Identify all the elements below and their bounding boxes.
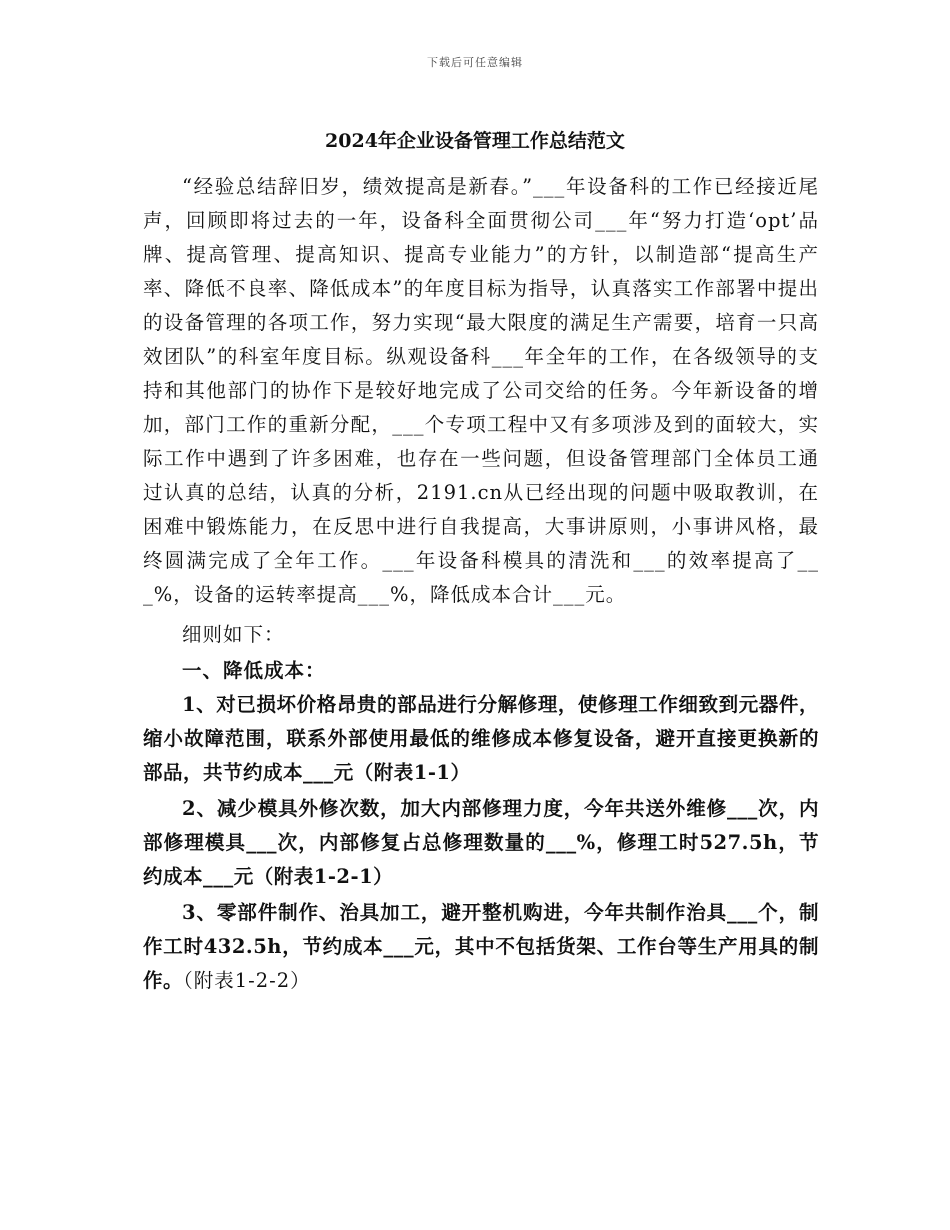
- document-title: 2024年企业设备管理工作总结范文: [325, 130, 625, 152]
- document-body: [143, 170, 819, 998]
- list-item-1: 1、对已损坏价格昂贵的部品进行分解修理，使修理工作细致到元器件，缩小故障范围，联系外部使用最低的维修成本修复设备，避开直接更换新的部品，共节约成本___元（附表1-1）: [143, 693, 819, 784]
- list-item-3-tail: （附表1-2-2）: [183, 969, 311, 992]
- list-item-3-main: 3、零部件制作、治具加工，避开整机购进，今年共制作治具___个，制作工时432.5h，节约成本___元，其中不包括货架、工作台等生产用具的制作。: [143, 901, 819, 992]
- header-note: 下载后可任意编辑: [427, 56, 523, 69]
- intro-paragraph: “经验总结辞旧岁，绩效提高是新春。”___年设备科的工作已经接近尾声，回顾即将过去的一年，设备科全面贯彻公司___年“努力打造‘opt’品牌、提高管理、提高知识、提高专业能力”的方针，以制造部“提高生产率、降低不良率、降低成本”的年度目标为指导，认真落实工作部署中提出的设备管理的各项工作，努力实现“最大限度的满足生产需要，培育一只高效团队”的科室年度目标。纵观设备科___年全年的工作，在各级领导的支持和其他部门的协作下是较好地完成了公司交给的任务。今年新设备的增加，部门工作的重新分配，___个专项工程中又有多项涉及到的面较大，实际工作中遇到了许多困难，也存在一些问题，但设备管理部门全体员工通过认真的总结，认真的分析，2191.cn从已经出现的问题中吸取教训，在困难中锻炼能力，在反思中进行自我提高，大事讲原则，小事讲风格，最终圆满完成了全年工作。___年设备科模具的清洗和___的效率提高了___%，设备的运转率提高___%，降低成本合计___元。: [143, 175, 819, 606]
- list-item-2: 2、减少模具外修次数，加大内部修理力度，今年共送外维修___次，内部修理模具___次，内部修复占总修理数量的___%，修理工时527.5h，节约成本___元（附表1-2-1）: [143, 797, 819, 888]
- list-item-3: [143, 896, 819, 998]
- section-heading-cost-reduction: 一、降低成本：: [182, 659, 326, 682]
- detail-heading: 细则如下：: [182, 623, 285, 646]
